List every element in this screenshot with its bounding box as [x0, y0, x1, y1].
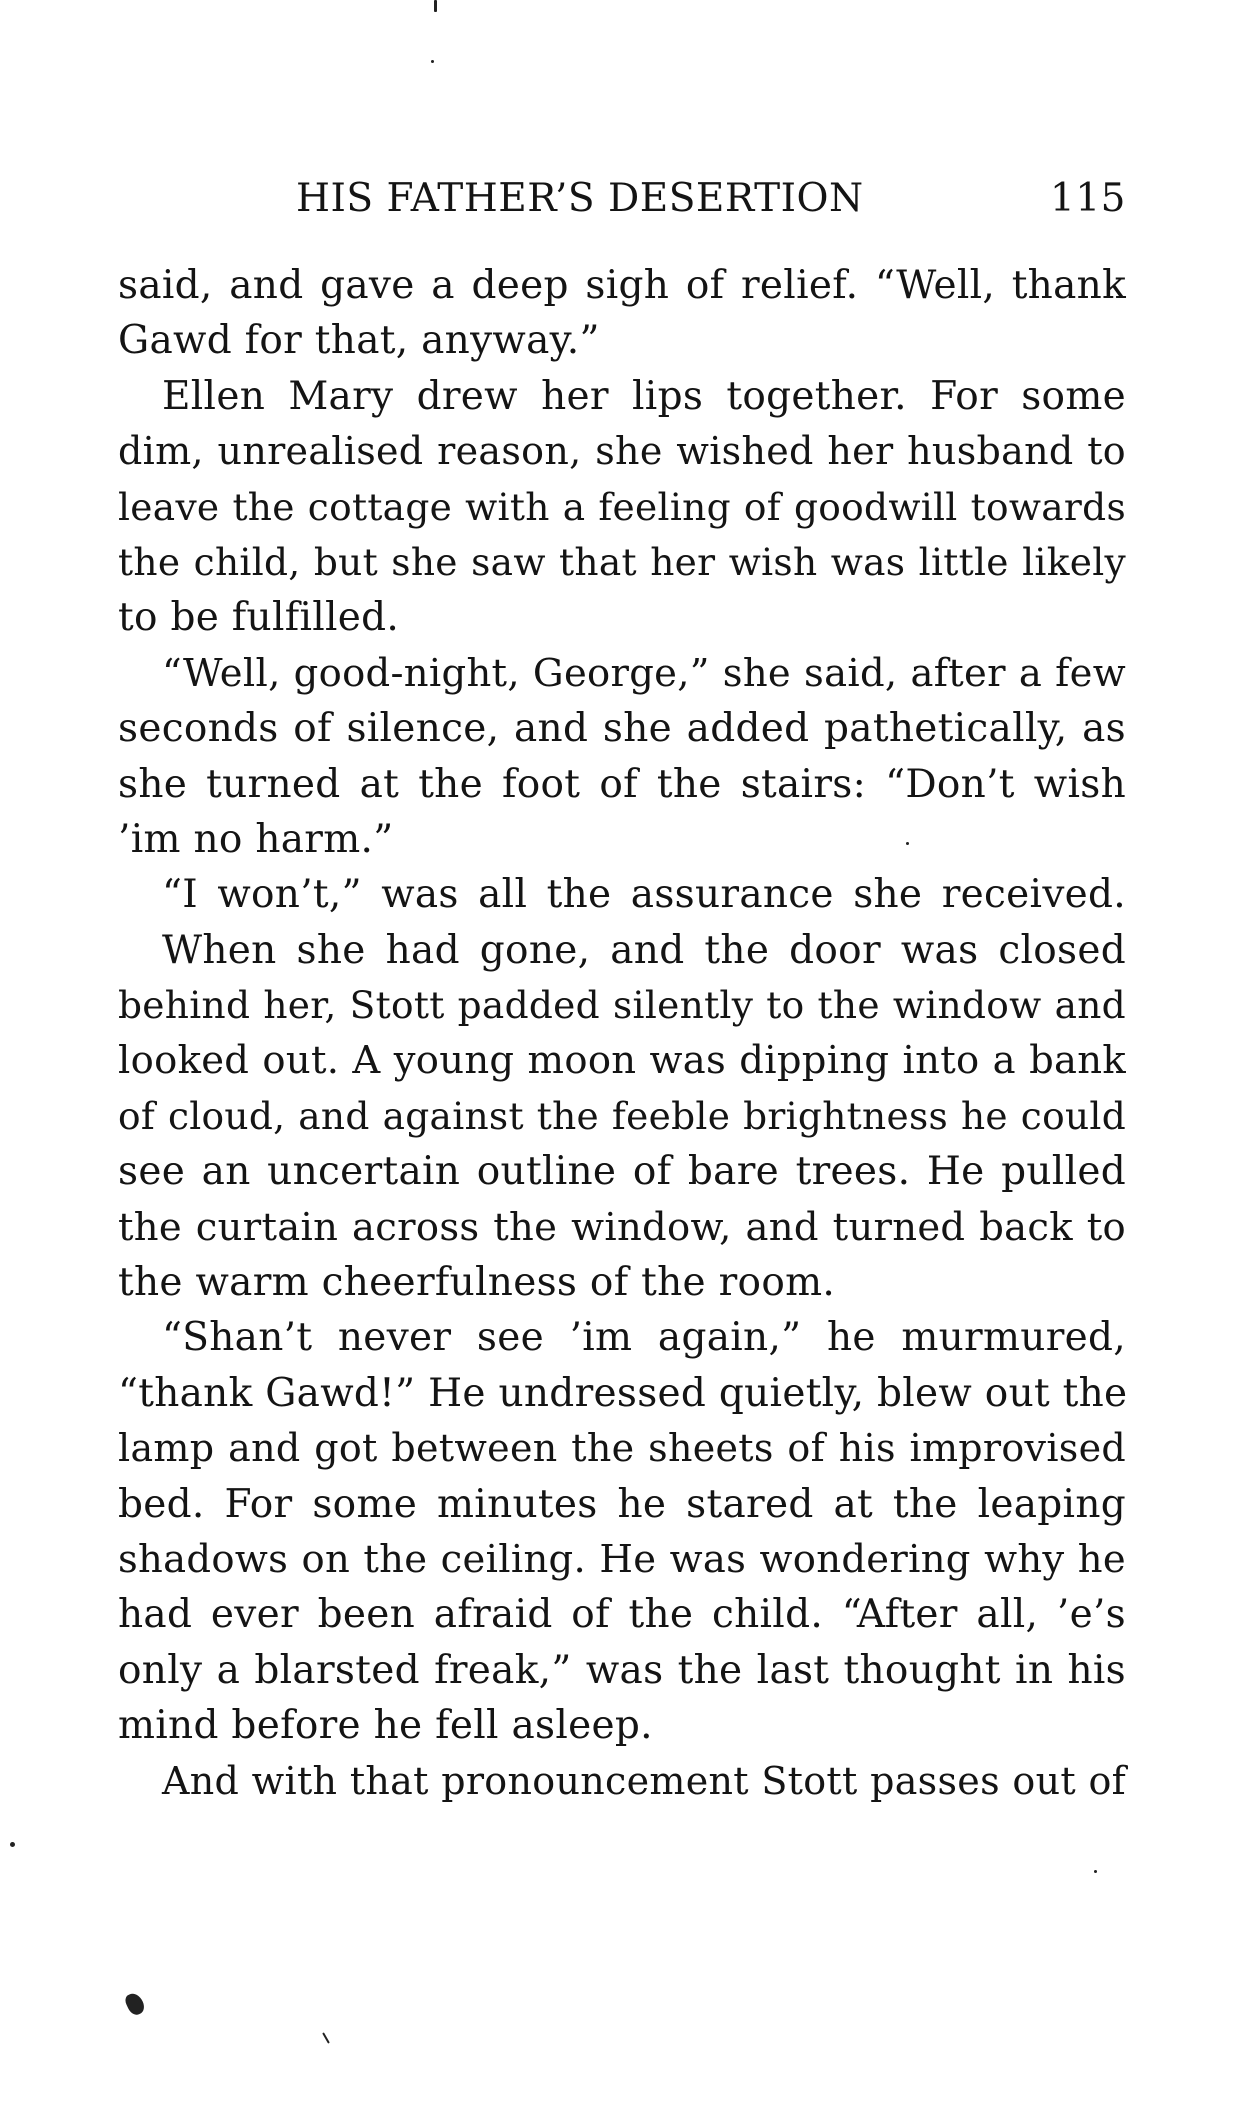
text-line: only a blarsted freak,” was the last thought in his	[118, 1647, 1126, 1693]
ink-blot	[123, 1991, 147, 2018]
text-line: mind before he fell asleep.	[118, 1703, 653, 1749]
text-line: Ellen Mary drew her lips together. For some	[162, 373, 1126, 419]
text-line: see an uncertain outline of bare trees. He pulled	[118, 1149, 1126, 1195]
text-line: ’im no harm.”	[118, 816, 394, 862]
text-line: And with that pronouncement Stott passes out of	[162, 1758, 1126, 1803]
text-line: leave the cottage with a feeling of goodwill towards	[118, 484, 1126, 529]
text-line: she turned at the foot of the stairs: “Don’t wish	[118, 761, 1126, 807]
text-line: of cloud, and against the feeble brightness he could	[118, 1093, 1126, 1138]
text-line: shadows on the ceiling. He was wondering why he	[118, 1536, 1126, 1582]
running-head	[118, 176, 1126, 232]
text-line: the child, but she saw that her wish was little likely	[118, 539, 1126, 584]
text-line: lamp and got between the sheets of his improvised	[118, 1426, 1126, 1471]
text-line: said, and gave a deep sigh of relief. “Well, thank	[118, 263, 1126, 308]
text-line: the warm cheerfulness of the room.	[118, 1260, 836, 1306]
chapter-title: HIS FATHER’S DESERTION	[296, 176, 864, 221]
text-line: Gawd for that, anyway.”	[118, 318, 600, 364]
text-line: bed. For some minutes he stared at the leaping	[118, 1481, 1126, 1527]
text-line: dim, unrealised reason, she wished her husband to	[118, 429, 1126, 474]
text-line: “Shan’t never see ’im again,” he murmured,	[162, 1315, 1126, 1361]
print-speck	[10, 1842, 15, 1847]
body-text	[118, 258, 1126, 1809]
text-line: When she had gone, and the door was closed	[162, 927, 1126, 973]
text-line: to be fulfilled.	[118, 595, 400, 641]
text-line: behind her, Stott padded silently to the window and	[118, 983, 1126, 1028]
print-speck	[322, 2032, 330, 2043]
print-speck	[1094, 1870, 1097, 1873]
text-line: had ever been afraid of the child. “After all, ’e’s	[118, 1592, 1126, 1638]
text-line: seconds of silence, and she added pathetically, as	[118, 706, 1126, 752]
print-speck	[431, 60, 434, 63]
text-line: “I won’t,” was all the assurance she received.	[162, 872, 1126, 918]
print-speck	[906, 842, 909, 845]
text-line: the curtain across the window, and turned back to	[118, 1204, 1126, 1250]
text-line: “Well, good-night, George,” she said, after a few	[162, 650, 1126, 696]
page-number: 115	[1050, 176, 1126, 221]
print-speck	[434, 0, 437, 12]
text-line: looked out. A young moon was dipping into a bank	[118, 1038, 1126, 1084]
text-line: “thank Gawd!” He undressed quietly, blew out the	[118, 1370, 1128, 1416]
